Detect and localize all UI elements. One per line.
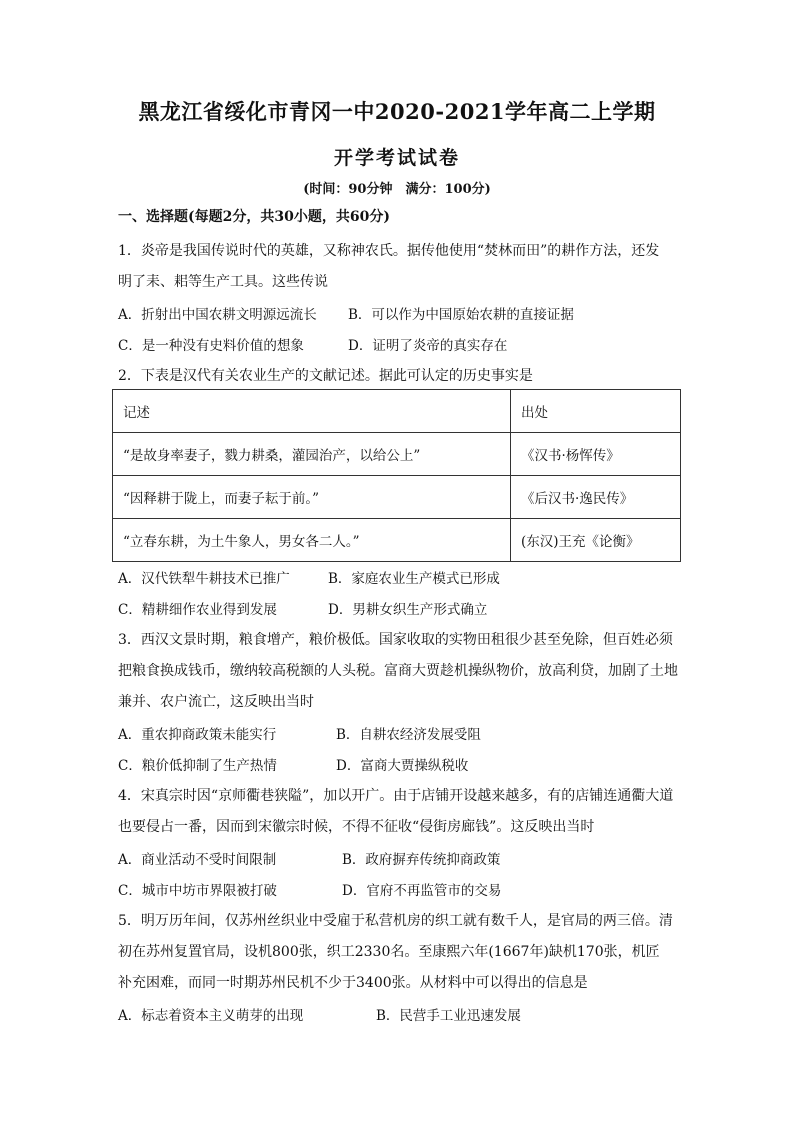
q4-stem-line1: 4．宋真宗时因“京师衢巷狭隘”，加以开广。由于店铺开设越来越多，有的店铺连通衢大道 — [118, 788, 674, 804]
table-row — [113, 433, 681, 476]
table-header-cell: 出处 — [511, 390, 681, 433]
q5-stem-line1: 5．明万历年间，仅苏州丝织业中受雇于私营机房的织工就有数千人，是官局的两三倍。清 — [118, 913, 673, 929]
table-cell: 《后汉书·逸民传》 — [511, 476, 681, 519]
q2-stem: 2．下表是汉代有关农业生产的文献记述。据此可认定的历史事实是 — [118, 368, 533, 384]
q3-option-c: C．粮价低抑制了生产热情 — [118, 758, 277, 774]
exam-title-line1: 黑龙江省绥化市青冈一中2020-2021学年高二上学期 — [138, 99, 656, 124]
exam-subtitle: (时间：90分钟 满分：100分) — [303, 182, 491, 197]
q3-stem-line1: 3．西汉文景时期，粮食增产，粮价极低。国家收取的实物田租很少甚至免除，但百姓必须 — [118, 632, 673, 648]
table-cell: “因释耕于陇上，而妻子耘于前。” — [113, 476, 511, 519]
q4-option-b: B．政府摒弃传统抑商政策 — [342, 852, 501, 868]
q2-option-c: C．精耕细作农业得到发展 — [118, 602, 277, 618]
q4-stem-line2: 也要侵占一番，因而到宋徽宗时候，不得不征收“侵街房廊钱”。这反映出当时 — [118, 819, 595, 835]
q2-source-table — [112, 389, 681, 562]
q4-option-a: A．商业活动不受时间限制 — [118, 852, 277, 868]
q2-option-d: D．男耕女织生产形式确立 — [328, 602, 488, 618]
q1-stem-line2: 明了耒、耜等生产工具。这些传说 — [118, 274, 328, 290]
q2-option-a: A．汉代铁犁牛耕技术已推广 — [118, 571, 290, 587]
q1-option-a: A．折射出中国农耕文明源远流长 — [118, 307, 317, 323]
q5-stem-line3: 补充困难，而同一时期苏州民机不少于3400张。从材料中可以得出的信息是 — [118, 975, 588, 991]
section-heading: 一、选择题(每题2分，共30小题，共60分) — [118, 209, 390, 225]
q3-stem-line3: 兼并、农户流亡，这反映出当时 — [118, 694, 314, 710]
table-cell: “是故身率妻子，戮力耕桑，灌园治产，以给公上” — [113, 433, 511, 476]
table-header-row — [113, 390, 681, 433]
q3-option-d: D．富商大贾操纵税收 — [336, 758, 469, 774]
exam-title-line2: 开学考试试卷 — [333, 147, 460, 169]
table-cell: 《汉书·杨恽传》 — [511, 433, 681, 476]
q5-stem-line2: 初在苏州复置官局，设机800张，织工2330名。至康熙六年(1667年)缺机170张，机匠 — [118, 944, 660, 960]
q5-option-a: A．标志着资本主义萌芽的出现 — [118, 1008, 304, 1024]
q3-option-a: A．重农抑商政策未能实行 — [118, 727, 277, 743]
q4-option-c: C．城市中坊市界限被打破 — [118, 883, 277, 899]
table-cell: (东汉)王充《论衡》 — [511, 519, 681, 562]
q1-option-c: C．是一种没有史料价值的想象 — [118, 338, 304, 354]
q3-stem-line2: 把粮食换成钱币，缴纳较高税额的人头税。富商大贾趁机操纵物价，放高利贷，加剧了土地 — [118, 663, 678, 679]
table-row — [113, 519, 681, 562]
q1-option-d: D．证明了炎帝的真实存在 — [348, 338, 508, 354]
table-row — [113, 476, 681, 519]
q2-option-b: B．家庭农业生产模式已形成 — [328, 571, 500, 587]
table-cell: “立春东耕，为土牛象人，男女各二人。” — [113, 519, 511, 562]
table-header-cell: 记述 — [113, 390, 511, 433]
q1-stem-line1: 1．炎帝是我国传说时代的英雄，又称神农氏。据传他使用“焚林而田”的耕作方法，还发 — [118, 243, 660, 259]
q3-option-b: B．自耕农经济发展受阻 — [336, 727, 481, 743]
q4-option-d: D．官府不再监管市的交易 — [342, 883, 502, 899]
q5-option-b: B．民营手工业迅速发展 — [376, 1008, 521, 1024]
q1-option-b: B．可以作为中国原始农耕的直接证据 — [348, 307, 574, 323]
